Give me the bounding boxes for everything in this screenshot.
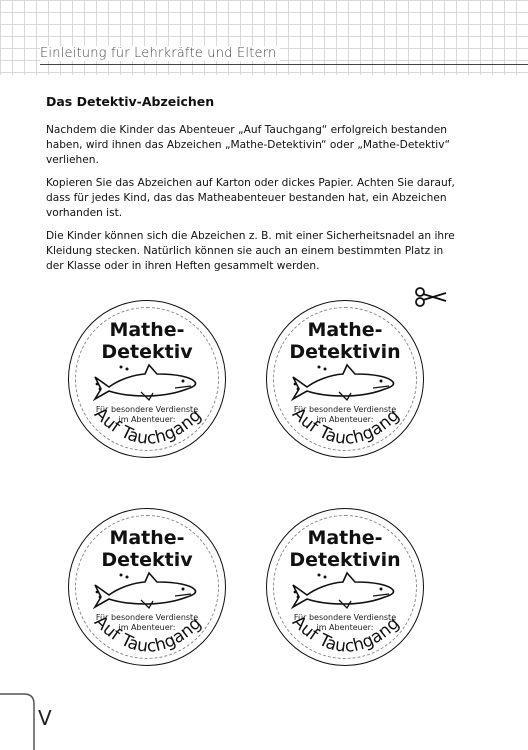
badge-arc-text: Auf Tauchgang	[90, 611, 206, 657]
badge-merit-line1: Für besondere Verdienste	[95, 405, 199, 414]
badge-title-line2: Detektiv	[101, 549, 193, 571]
badge-title-line1: Mathe-	[109, 319, 185, 341]
badge-title-line2: Detektivin	[289, 549, 401, 571]
badge-merit-line2: im Abenteuer:	[118, 415, 176, 424]
badge-arc-text: Auf Tauchgang	[288, 611, 404, 657]
badge-title-line2: Detektiv	[101, 341, 193, 363]
badge-merit-line2: im Abenteuer:	[316, 415, 374, 424]
badge-arc-text: Auf Tauchgang	[90, 403, 206, 449]
badge-title-line1: Mathe-	[109, 527, 185, 549]
page-number: V	[38, 706, 52, 730]
header-title: Einleitung für Lehrkräfte und Eltern	[40, 46, 280, 61]
badge-merit-line1: Für besondere Verdienste	[293, 405, 397, 414]
badge-merit-line2: im Abenteuer:	[118, 623, 176, 632]
badge-merit-line1: Für besondere Verdienste	[95, 613, 199, 622]
badge-title-line2: Detektivin	[289, 341, 401, 363]
badge-arc-text: Auf Tauchgang	[288, 403, 404, 449]
paragraph-copy-instructions: Kopieren Sie das Abzeichen auf Karton oder dickes Papier. Achten Sie darauf, dass für jedes Kind, das das Matheabenteuer bestanden hat, ein Abzeichen vorhanden ist.	[46, 177, 455, 219]
paragraph-usage: Die Kinder können sich die Abzeichen z. B. mit einer Sicherheitsnadel an ihre Kleidung stecken. Natürlich können sie auch an einem bestimmten Platz in der Klasse oder in ihren Heften gesammelt werden.	[46, 230, 455, 272]
badge-title-line1: Mathe-	[307, 319, 383, 341]
badge-merit-line1: Für besondere Verdienste	[293, 613, 397, 622]
badge-merit-line2: im Abenteuer:	[316, 623, 374, 632]
section-heading: Das Detektiv-Abzeichen	[46, 94, 215, 109]
paragraph-intro: Nachdem die Kinder das Abenteuer „Auf Tauchgang“ erfolgreich bestanden haben, wird ihnen das Abzeichen „Mathe-Detektivin“ oder „Mathe-Detektiv“ verliehen.	[46, 124, 450, 166]
badge-title-line1: Mathe-	[307, 527, 383, 549]
